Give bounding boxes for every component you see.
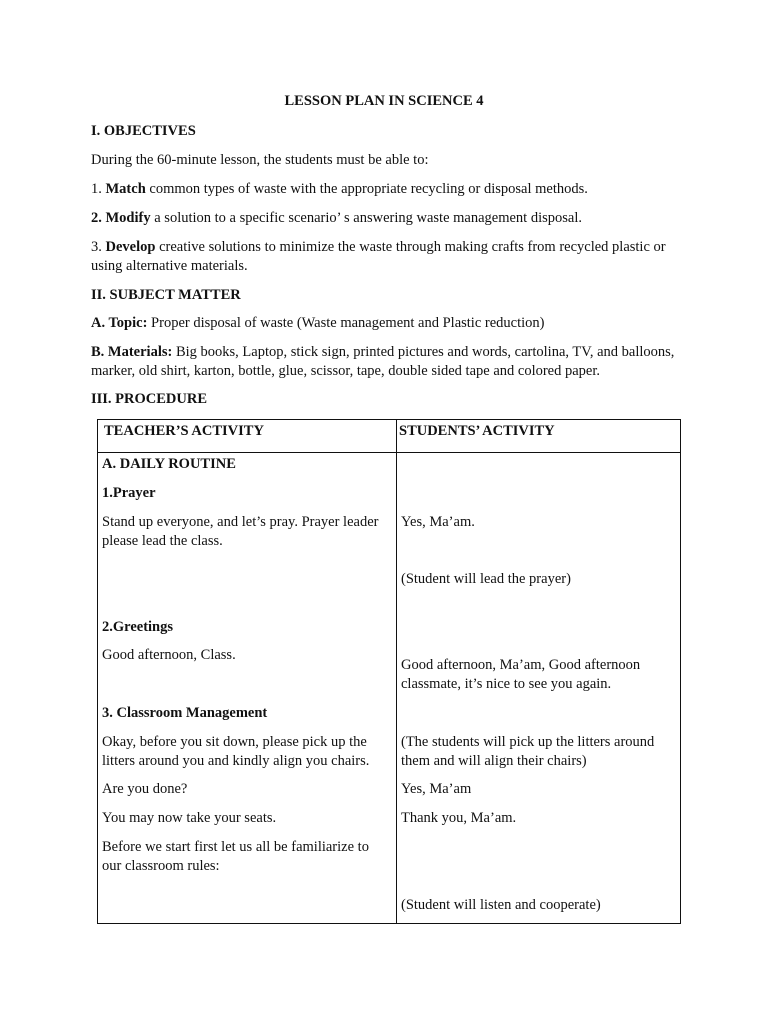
classroom-rules-text: Before we start first let us all be familiarize to our classroom rules: (102, 839, 369, 874)
seats-reply: Thank you, Ma’am. (401, 810, 517, 826)
materials-line (91, 343, 691, 381)
classroom-management-text: Okay, before you sit down, please pick up the litters around you and kindly align you chairs. (102, 734, 370, 769)
table-header-row (98, 420, 681, 453)
subject-matter-heading: II. SUBJECT MATTER (91, 287, 241, 303)
prayer-reply: Yes, Ma’am. (401, 514, 475, 530)
classroom-management-heading: 3. Classroom Management (102, 705, 268, 721)
greetings-heading: 2.Greetings (102, 619, 174, 635)
objective-text: a solution to a specific scenario’ s answering waste management disposal. (150, 210, 582, 226)
objectives-intro: During the 60-minute lesson, the students must be able to: (91, 152, 429, 168)
take-seats-text: You may now take your seats. (102, 810, 277, 826)
topic-label: A. Topic: (91, 315, 148, 331)
prayer-lead-note: (Student will lead the prayer) (401, 571, 571, 587)
objective-number: 3. (91, 239, 102, 255)
objective-item-3 (91, 238, 691, 276)
teacher-activity-cell (98, 453, 397, 924)
daily-routine-heading: A. DAILY ROUTINE (102, 456, 236, 472)
rules-reply: (Student will listen and cooperate) (401, 897, 601, 913)
table-row (98, 453, 681, 924)
objective-verb: Develop (105, 239, 156, 255)
are-you-done-text: Are you done? (102, 781, 188, 797)
document-title: LESSON PLAN IN SCIENCE 4 (284, 93, 484, 109)
topic-line (91, 314, 691, 333)
students-activity-header: STUDENTS’ ACTIVITY (397, 420, 681, 453)
topic-text: Proper disposal of waste (Waste management and Plastic reduction) (147, 315, 545, 331)
procedure-heading: III. PROCEDURE (91, 391, 208, 407)
objective-item-1 (91, 180, 691, 199)
objective-item-2 (91, 209, 691, 228)
teacher-activity-header: TEACHER’S ACTIVITY (98, 420, 397, 453)
materials-label: B. Materials: (91, 344, 173, 360)
objective-number: 1. (91, 181, 102, 197)
students-activity-cell (397, 453, 681, 924)
objective-text: creative solutions to minimize the waste through making crafts from recycled plastic or using alternative materials. (91, 239, 666, 274)
prayer-text: Stand up everyone, and let’s pray. Prayer leader please lead the class. (102, 514, 379, 549)
prayer-heading: 1.Prayer (102, 485, 156, 501)
procedure-table (97, 419, 681, 924)
materials-text: Big books, Laptop, stick sign, printed pictures and words, cartolina, TV, and balloons, marker, old shirt, karton, bottle, glue, scissor, tape, double sided tape and colored paper. (91, 344, 675, 379)
objective-verb: Match (105, 181, 146, 197)
objective-text: common types of waste with the appropriate recycling or disposal methods. (145, 181, 588, 197)
done-reply: Yes, Ma’am (401, 781, 472, 797)
objective-number: 2. (91, 210, 102, 226)
objectives-heading: I. OBJECTIVES (91, 123, 196, 139)
greeting-reply: Good afternoon, Ma’am, Good afternoon classmate, it’s nice to see you again. (401, 657, 641, 692)
greetings-text: Good afternoon, Class. (102, 647, 236, 663)
objective-verb: Modify (105, 210, 151, 226)
litter-reply: (The students will pick up the litters around them and will align their chairs) (401, 734, 655, 769)
